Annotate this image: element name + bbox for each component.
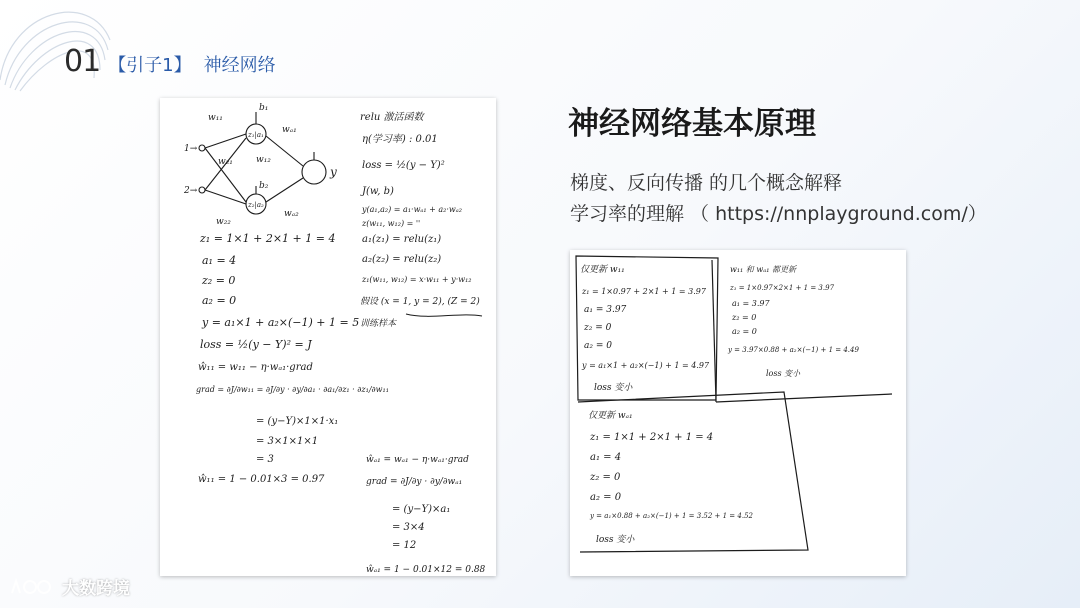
output-neuron [302, 160, 326, 184]
svg-text:训练样本: 训练样本 [360, 319, 397, 329]
svg-text:= (y−Y)×1×1·x₁: = (y−Y)×1×1·x₁ [256, 416, 339, 427]
section-tag: 【引子1】 [108, 55, 192, 76]
svg-text:J(w, b): J(w, b) [362, 186, 394, 197]
section-number: 01 [64, 44, 101, 79]
watermark [8, 574, 130, 599]
svg-text:1→: 1→ [184, 144, 198, 154]
svg-text:z₂ = 0: z₂ = 0 [202, 274, 236, 287]
svg-text:z₁|a₁: z₁|a₁ [248, 131, 264, 139]
svg-text:loss = ½(y − Y)²: loss = ½(y − Y)² [362, 160, 445, 171]
description-line-1: 梯度、反向传播 的几个概念解释 [570, 172, 843, 194]
handwritten-note-updates [570, 250, 906, 576]
svg-text:w₂₁: w₂₁ [218, 157, 233, 167]
svg-text:z₁ = 1×0.97 + 2×1 + 1 = 3.97: z₁ = 1×0.97 + 2×1 + 1 = 3.97 [582, 287, 706, 296]
svg-text:y: y [330, 165, 337, 179]
svg-text:z₁ = 1×0.97×2×1 + 1 = 3.97: z₁ = 1×0.97×2×1 + 1 = 3.97 [730, 284, 835, 292]
section-subtitle: 神经网络 [203, 55, 276, 76]
svg-text:a₂ = 0: a₂ = 0 [732, 327, 757, 336]
svg-text:y = 3.97×0.88 + a₂×(−1) + 1 =: y = 3.97×0.88 + a₂×(−1) + 1 = 4.49 [728, 346, 859, 354]
quadrant-top-right [727, 265, 859, 378]
svg-text:z₂ = 0: z₂ = 0 [584, 323, 612, 333]
svg-text:z₁ = 1×1 + 2×1 + 1 = 4: z₁ = 1×1 + 2×1 + 1 = 4 [200, 232, 336, 245]
svg-text:a₂ = 0: a₂ = 0 [202, 294, 237, 307]
svg-text:grad = ∂J/∂w₁₁ = ∂J/∂y · ∂y/∂a: grad = ∂J/∂w₁₁ = ∂J/∂y · ∂y/∂a₁ · ∂a₁/∂z₁ · ∂z₁/∂w₁₁ [196, 385, 389, 394]
slide-description [570, 168, 987, 230]
svg-text:a₁ = 4: a₁ = 4 [202, 254, 237, 267]
handwritten-note-backprop [160, 98, 496, 576]
svg-text:z₂|a₂: z₂|a₂ [248, 201, 264, 209]
quadrant-bottom [588, 410, 754, 545]
svg-text:w₁₂: w₁₂ [256, 155, 271, 165]
input-node-2 [199, 187, 205, 193]
svg-text:仅更新 w₁₁: 仅更新 w₁₁ [580, 265, 625, 275]
svg-text:2→: 2→ [184, 186, 198, 196]
description-line-2: 学习率的理解 （ https://nnplayground.com/） [570, 203, 987, 225]
svg-text:a₂(z₂) = relu(z₂): a₂(z₂) = relu(z₂) [362, 254, 442, 265]
svg-text:z₂ = 0: z₂ = 0 [590, 472, 621, 483]
svg-text:w₁₁ 和 wₐ₁ 都更新: w₁₁ 和 wₐ₁ 都更新 [730, 265, 796, 274]
svg-text:= 3: = 3 [256, 454, 274, 465]
svg-text:y = a₁×1 + a₂×(−1) + 1 = 5: y = a₁×1 + a₂×(−1) + 1 = 5 [202, 316, 360, 329]
svg-text:= (y−Y)×a₁: = (y−Y)×a₁ [392, 504, 451, 515]
bottom-equations [366, 454, 486, 575]
svg-text:仅更新 wₐ₁: 仅更新 wₐ₁ [588, 411, 633, 421]
svg-text:a₂ = 0: a₂ = 0 [590, 492, 622, 503]
svg-text:wₐ₂: wₐ₂ [284, 209, 299, 219]
svg-text:ŵₐ₁ = wₐ₁ − η·wₐ₁·grad: ŵₐ₁ = wₐ₁ − η·wₐ₁·grad [366, 455, 469, 465]
slide-title: 神经网络基本原理 [568, 106, 816, 142]
svg-text:w₂₂: w₂₂ [216, 217, 231, 227]
svg-text:loss 变小: loss 变小 [596, 535, 635, 545]
svg-text:loss = ½(y − Y)² = J: loss = ½(y − Y)² = J [200, 338, 312, 351]
svg-text:假设 (x = 1, y = 2), (Z = 2): 假设 (x = 1, y = 2), (Z = 2) [360, 297, 480, 307]
input-node-1 [199, 145, 205, 151]
svg-text:relu 激活函数: relu 激活函数 [360, 112, 424, 123]
brand-name: 大数跨境 [62, 579, 130, 599]
svg-text:a₁ = 3.97: a₁ = 3.97 [584, 305, 627, 315]
svg-text:grad = ∂J/∂y · ∂y/∂wₐ₁: grad = ∂J/∂y · ∂y/∂wₐ₁ [366, 477, 463, 487]
svg-text:loss 变小: loss 变小 [594, 383, 633, 393]
svg-text:ŵ₁₁ = w₁₁ − η·wₐ₁·grad: ŵ₁₁ = w₁₁ − η·wₐ₁·grad [198, 362, 313, 373]
svg-text:ŵₐ₁ = 1 − 0.01×12 = 0.88: ŵₐ₁ = 1 − 0.01×12 = 0.88 [366, 565, 486, 575]
svg-text:a₁ = 3.97: a₁ = 3.97 [732, 299, 770, 308]
svg-text:η(学习率) : 0.01: η(学习率) : 0.01 [362, 134, 438, 145]
svg-text:y = a₁×0.88 + a₂×(−1) + 1 = 3.: y = a₁×0.88 + a₂×(−1) + 1 = 3.52 + 1 = 4.52 [590, 512, 753, 520]
svg-text:a₂ = 0: a₂ = 0 [584, 341, 612, 351]
svg-text:= 3×1×1×1: = 3×1×1×1 [256, 436, 319, 447]
quadrant-top-left [580, 264, 710, 393]
right-equations [360, 111, 482, 329]
svg-text:z₁(w₁₁, w₁₂) = x·w₁₁ + y·w₁₂: z₁(w₁₁, w₁₂) = x·w₁₁ + y·w₁₂ [362, 275, 472, 284]
svg-text:= 12: = 12 [392, 540, 417, 551]
svg-text:z₁ = 1×1 + 2×1 + 1 = 4: z₁ = 1×1 + 2×1 + 1 = 4 [590, 432, 714, 443]
brand-logo-icon [8, 575, 56, 599]
svg-text:y(a₁,a₂) = a₁·wₐ₁ + a₂·wₐ₂: y(a₁,a₂) = a₁·wₐ₁ + a₂·wₐ₂ [362, 205, 462, 214]
svg-text:z₂ = 0: z₂ = 0 [732, 313, 757, 322]
svg-text:= 3×4: = 3×4 [392, 522, 425, 533]
svg-text:wₐ₁: wₐ₁ [282, 125, 297, 135]
svg-text:a₁ = 4: a₁ = 4 [590, 452, 622, 463]
svg-text:z(w₁₁, w₁₂) = '': z(w₁₁, w₁₂) = '' [362, 219, 421, 228]
svg-text:a₁(z₁) = relu(z₁): a₁(z₁) = relu(z₁) [362, 234, 442, 245]
svg-text:b₂: b₂ [259, 181, 269, 191]
svg-text:ŵ₁₁ = 1 − 0.01×3 = 0.97: ŵ₁₁ = 1 − 0.01×3 = 0.97 [198, 474, 325, 485]
svg-text:w₁₁: w₁₁ [208, 113, 223, 123]
svg-text:b₁: b₁ [259, 103, 269, 113]
svg-text:y = a₁×1 + a₂×(−1) + 1 = 4.97: y = a₁×1 + a₂×(−1) + 1 = 4.97 [582, 361, 710, 370]
left-equations [196, 232, 389, 485]
section-heading [64, 44, 276, 79]
svg-text:loss 变小: loss 变小 [766, 369, 801, 378]
